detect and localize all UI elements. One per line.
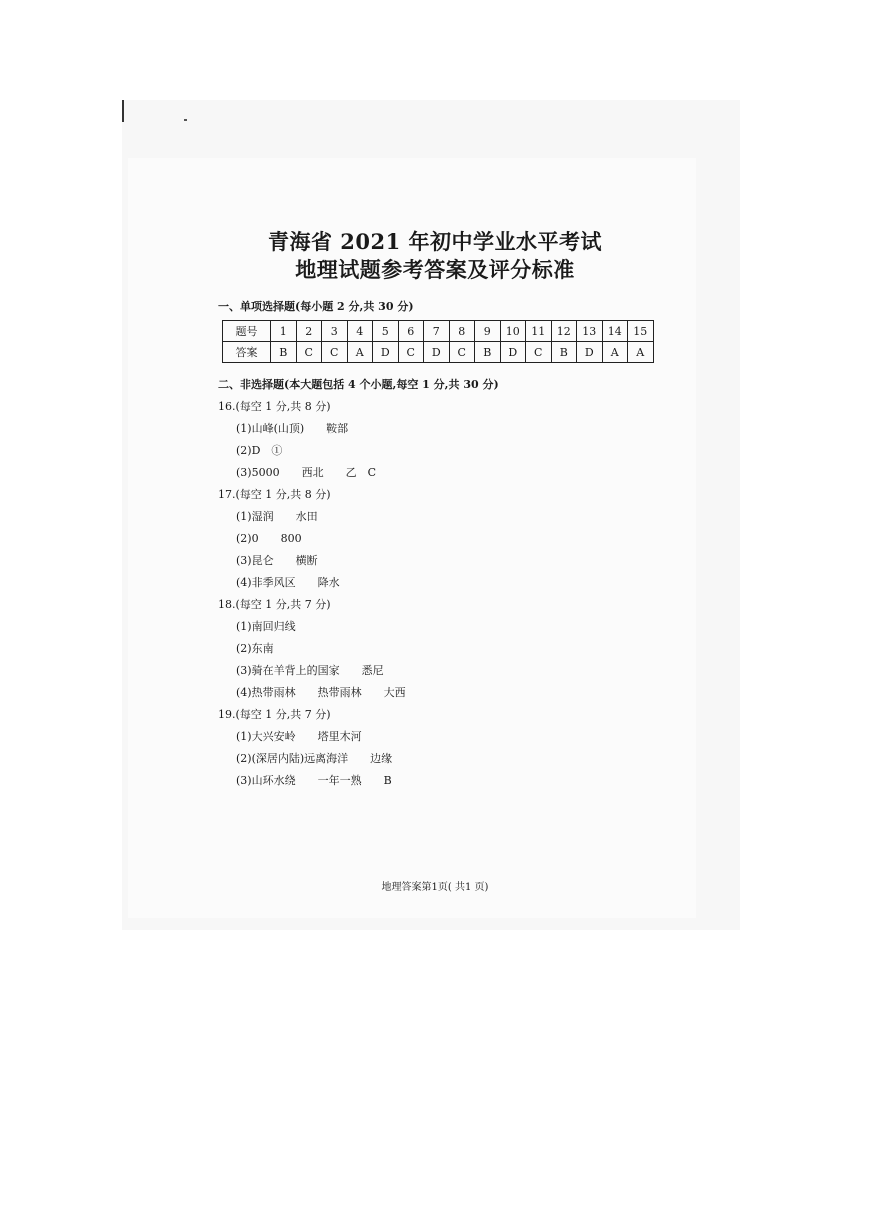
answer-line: (1)南回归线 [236, 620, 296, 633]
row-label-answer: 答案 [223, 342, 271, 363]
document-subtitle: 地理试题参考答案及评分标准 [295, 257, 575, 282]
answer-line: (3)5000 西北 乙 C [236, 466, 376, 479]
section2-heading: 二、非选择题(本大题包括 4 个小题,每空 1 分,共 30 分) [218, 378, 499, 391]
answer-cell: A [347, 342, 373, 363]
section1-heading: 一、单项选择题(每小题 2 分,共 30 分) [218, 300, 414, 313]
question-number: 7 [424, 321, 450, 342]
page-footer: 地理答案第1页( 共1 页) [381, 882, 489, 893]
question-18-header: 18.(每空 1 分,共 7 分) [218, 598, 331, 611]
answer-line: (2)东南 [236, 642, 274, 655]
answer-cell: C [296, 342, 322, 363]
question-19-header: 19.(每空 1 分,共 7 分) [218, 708, 331, 721]
answer-cell: C [449, 342, 475, 363]
question-number: 3 [322, 321, 348, 342]
question-17-header: 17.(每空 1 分,共 8 分) [218, 488, 331, 501]
answer-cell: A [602, 342, 628, 363]
answer-cell: B [551, 342, 577, 363]
row-label-number: 题号 [223, 321, 271, 342]
question-number: 8 [449, 321, 475, 342]
answer-cell: C [322, 342, 348, 363]
scan-corner-mark [122, 100, 124, 122]
answer-cell: C [526, 342, 552, 363]
document-title: 青海省 2021 年初中学业水平考试 [267, 229, 603, 254]
question-number: 10 [500, 321, 526, 342]
question-16-header: 16.(每空 1 分,共 8 分) [218, 400, 331, 413]
question-number: 12 [551, 321, 577, 342]
question-number: 2 [296, 321, 322, 342]
answer-line: (2)D ① [236, 444, 283, 457]
answer-line: (2)(深居内陆)远离海洋 边缘 [236, 752, 393, 765]
scan-dot [184, 119, 187, 121]
answer-cell: D [500, 342, 526, 363]
answer-cell: B [475, 342, 501, 363]
answer-line: (4)热带雨林 热带雨林 大西 [236, 686, 406, 699]
answer-cell: B [271, 342, 297, 363]
question-number: 6 [398, 321, 424, 342]
question-number: 4 [347, 321, 373, 342]
table-row-answers [223, 342, 654, 363]
answer-cell: C [398, 342, 424, 363]
answer-line: (3)昆仑 横断 [236, 554, 318, 567]
answer-cell: D [373, 342, 399, 363]
question-number: 1 [271, 321, 297, 342]
answer-cell: D [424, 342, 450, 363]
answer-line: (1)山峰(山顶) 鞍部 [236, 422, 349, 435]
question-number: 9 [475, 321, 501, 342]
answer-line: (4)非季风区 降水 [236, 576, 340, 589]
question-number: 5 [373, 321, 399, 342]
answer-line: (3)骑在羊背上的国家 悉尼 [236, 664, 384, 677]
question-number: 15 [628, 321, 654, 342]
answer-line: (1)湿润 水田 [236, 510, 318, 523]
question-number: 11 [526, 321, 552, 342]
answer-line: (2)0 800 [236, 532, 302, 545]
answer-line: (1)大兴安岭 塔里木河 [236, 730, 362, 743]
table-row-numbers [223, 321, 654, 342]
answer-cell: A [628, 342, 654, 363]
answer-cell: D [577, 342, 603, 363]
question-number: 13 [577, 321, 603, 342]
answer-line: (3)山环水绕 一年一熟 B [236, 774, 392, 787]
answer-table [222, 320, 654, 363]
question-number: 14 [602, 321, 628, 342]
